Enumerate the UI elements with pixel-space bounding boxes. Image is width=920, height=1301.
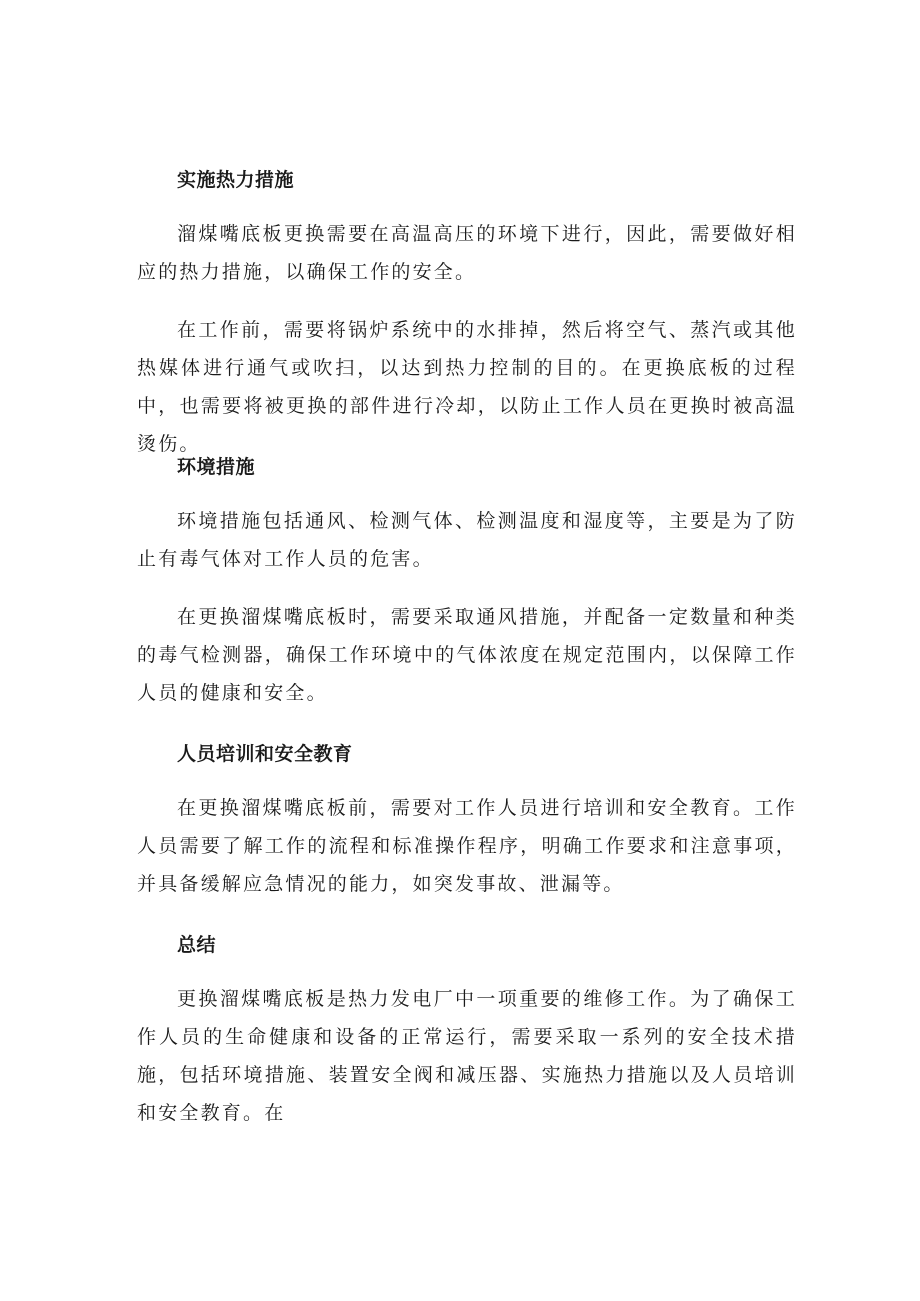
paragraph-thermal-2: 在工作前，需要将锅炉系统中的水排掉，然后将空气、蒸汽或其他热媒体进行通气或吹扫，以达到热力控制的目的。在更换底板的过程中，也需要将被更换的部件进行冷却，以防止工作人员在更换时被高温烫伤。 [137,319,797,455]
paragraph-summary-1: 更换溜煤嘴底板是热力发电厂中一项重要的维修工作。为了确保工作人员的生命健康和设备的正常运行，需要采取一系列的安全技术措施，包括环境措施、装置安全阀和减压器、实施热力措施以及人员培训和安全教育。在 [137,988,797,1124]
paragraph-environment-1: 环境措施包括通风、检测气体、检测温度和湿度等，主要是为了防止有毒气体对工作人员的危害。 [137,510,797,570]
section-heading-environment: 环境措施 [177,456,256,478]
paragraph-thermal-1: 溜煤嘴底板更换需要在高温高压的环境下进行，因此，需要做好相应的热力措施，以确保工作的安全。 [137,223,797,283]
section-heading-summary: 总结 [177,934,217,956]
section-heading-training: 人员培训和安全教育 [177,743,353,765]
section-heading-thermal: 实施热力措施 [177,169,295,191]
paragraph-training-1: 在更换溜煤嘴底板前，需要对工作人员进行培训和安全教育。工作人员需要了解工作的流程和标准操作程序，明确工作要求和注意事项，并具备缓解应急情况的能力，如突发事故、泄漏等。 [137,797,797,895]
paragraph-environment-2: 在更换溜煤嘴底板时，需要采取通风措施，并配备一定数量和种类的毒气检测器，确保工作环境中的气体浓度在规定范围内，以保障工作人员的健康和安全。 [137,606,797,704]
